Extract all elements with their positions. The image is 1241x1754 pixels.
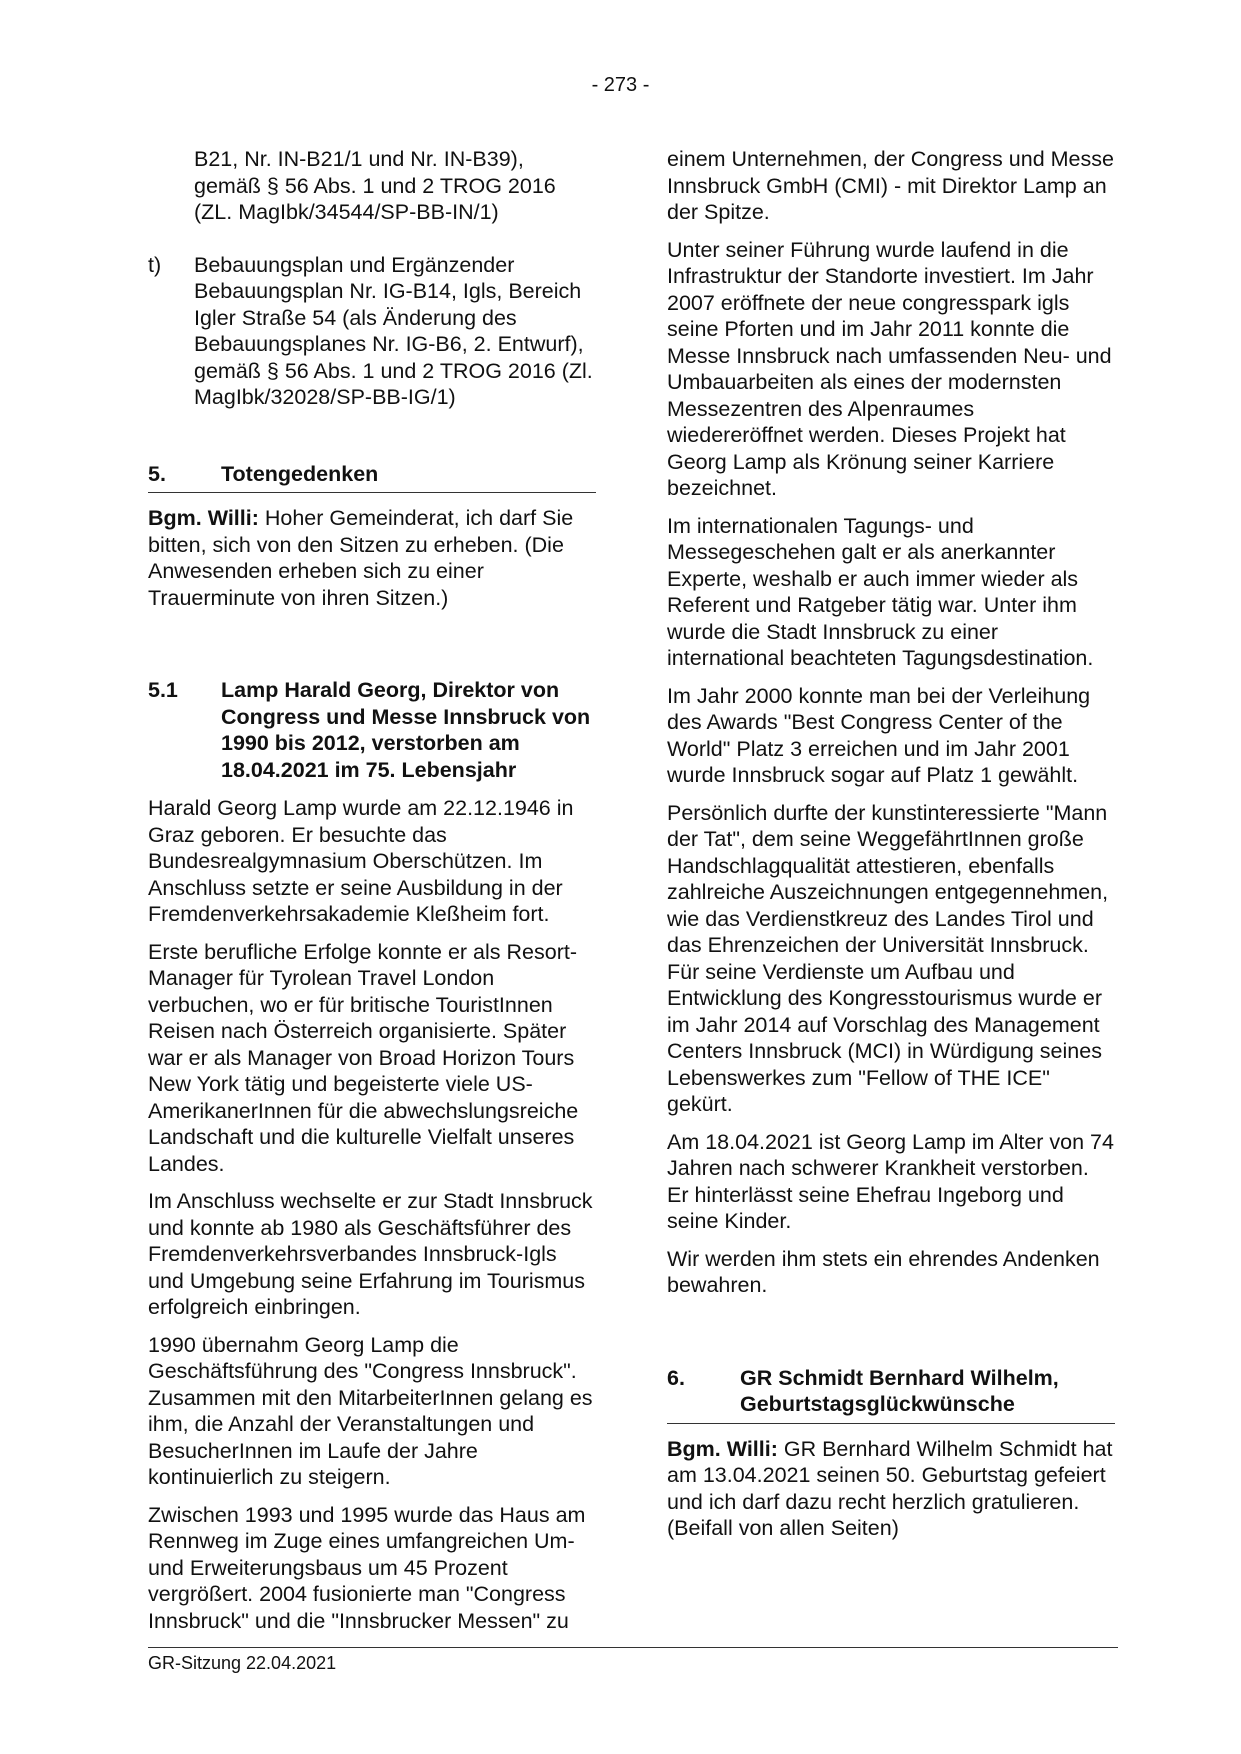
- list-marker: t): [148, 252, 162, 277]
- section-title: GR Schmidt Bernhard Wilhelm, Geburtstagsglückwünsche: [740, 1365, 1059, 1416]
- list-item-t: [148, 252, 596, 411]
- body-paragraph: Harald Georg Lamp wurde am 22.12.1946 in Graz geboren. Er besuchte das Bundesrealgymnasium Oberschützen. Im Anschluss setzte er seine Ausbildung in der Fremdenverkehrsakademie Kleßheim fort.: [148, 796, 574, 926]
- continued-list-item: B21, Nr. IN-B21/1 und Nr. IN-B39), gemäß § 56 Abs. 1 und 2 TROG 2016 (ZL. MagIbk/34544/SP-BB-IN/1): [194, 147, 556, 224]
- list-item-text: Bebauungsplan und Ergänzender Bebauungsplan Nr. IG-B14, Igls, Bereich Igler Straße 54 (als Änderung des Bebauungsplanes Nr. IG-B6, 2. Entwurf), gemäß § 56 Abs. 1 und 2 TROG 2016 (Zl. MagIbk/32028/SP-BB-IG/1): [194, 252, 593, 409]
- speech-paragraph: [148, 505, 596, 611]
- body-paragraph: Unter seiner Führung wurde laufend in die Infrastruktur der Standorte investiert. Im Jahr 2007 eröffnete der neue congresspark igls seine Pforten und im Jahr 2011 konnte die Messe Innsbruck nach umfassenden Neu- und Umbauarbeiten als eines der modernsten Messezentren des Alpenraumes wiedereröffnet werden. Dieses Projekt hat Georg Lamp als Krönung seiner Karriere bezeichnet.: [667, 237, 1112, 500]
- speaker-name: Bgm. Willi:: [667, 1436, 778, 1461]
- section-heading-5-1: [148, 677, 596, 783]
- section-title: Lamp Harald Georg, Direktor von Congress und Messe Innsbruck von 1990 bis 2012, verstorben am 18.04.2021 im 75. Lebensjahr: [221, 678, 591, 782]
- right-column: [667, 146, 1115, 1553]
- speech-text: GR Bernhard Wilhelm Schmidt hat am 13.04.2021 seinen 50. Geburtstag gefeiert und ich darf dazu recht herzlich gratulieren. (Beifall von allen Seiten): [667, 1436, 1113, 1540]
- speech-text: Hoher Gemeinderat, ich darf Sie bitten, sich von den Sitzen zu erheben. (Die Anwesenden erheben sich zu einer Trauerminute von ihren Sitzen.): [148, 506, 574, 610]
- section-heading-6: [667, 1365, 1115, 1424]
- footer-text: GR-Sitzung 22.04.2021: [148, 1653, 337, 1673]
- section-heading-5: [148, 461, 596, 494]
- section-number: 5.1: [148, 678, 178, 702]
- body-paragraph: Am 18.04.2021 ist Georg Lamp im Alter von 74 Jahren nach schwerer Krankheit verstorben. Er hinterlässt seine Ehefrau Ingeborg und seine Kinder.: [667, 1129, 1114, 1233]
- section-title: Totengedenken: [221, 461, 379, 486]
- body-paragraph: Wir werden ihm stets ein ehrendes Andenken bewahren.: [667, 1246, 1100, 1297]
- footer-divider: [148, 1647, 1118, 1648]
- body-paragraph: Im Anschluss wechselte er zur Stadt Innsbruck und konnte ab 1980 als Geschäftsführer des Fremdenverkehrsverbandes Innsbruck-Igls und Umgebung seine Erfahrung im Tourismus erfolgreich einbringen.: [148, 1189, 593, 1319]
- body-paragraph: 1990 übernahm Georg Lamp die Geschäftsführung des "Congress Innsbruck". Zusammen mit den MitarbeiterInnen gelang es ihm, die Anzahl der Veranstaltungen und BesucherInnen im Laufe der Jahre kontinuierlich zu steigern.: [148, 1332, 593, 1489]
- body-paragraph: Persönlich durfte der kunstinteressierte "Mann der Tat", dem seine WeggefährtInnen große Handschlagqualität attestieren, ebenfalls zahlreiche Auszeichnungen entgegennehmen, wie das Verdienstkreuz des Landes Tirol und das Ehrenzeichen der Universität Innsbruck. Für seine Verdienste um Aufbau und Entwicklung des Kongresstourismus wurde er im Jahr 2014 auf Vorschlag des Management Centers Innsbruck (MCI) in Würdigung seines Lebenswerkes zum "Fellow of THE ICE" gekürt.: [667, 800, 1109, 1116]
- body-paragraph: Im internationalen Tagungs- und Messegeschehen galt er als anerkannter Experte, weshalb er auch immer wieder als Referent und Ratgeber tätig war. Unter ihm wurde die Stadt Innsbruck zu einer international beachteten Tagungsdestination.: [667, 513, 1094, 670]
- body-paragraph: einem Unternehmen, der Congress und Messe Innsbruck GmbH (CMI) - mit Direktor Lamp an der Spitze.: [667, 147, 1114, 224]
- section-number: 5.: [148, 461, 166, 486]
- speech-paragraph: [667, 1436, 1115, 1542]
- speaker-name: Bgm. Willi:: [148, 506, 259, 530]
- body-paragraph: Im Jahr 2000 konnte man bei der Verleihung des Awards "Best Congress Center of the World" Platz 3 erreichen und im Jahr 2001 wurde Innsbruck sogar auf Platz 1 gewählt.: [667, 683, 1091, 787]
- page-number: - 273 -: [591, 74, 650, 96]
- section-number: 6.: [667, 1365, 685, 1390]
- left-column: [148, 146, 596, 1645]
- body-paragraph: Erste berufliche Erfolge konnte er als Resort-Manager für Tyrolean Travel London verbuchen, wo er für britische TouristInnen Reisen nach Österreich organisierte. Später war er als Manager von Broad Horizon Tours New York tätig und begeisterte viele US-AmerikanerInnen für die abwechslungsreiche Landschaft und die kulturelle Vielfalt unseres Landes.: [148, 939, 579, 1176]
- body-paragraph: Zwischen 1993 und 1995 wurde das Haus am Rennweg im Zuge eines umfangreichen Um- und Erweiterungsbaus um 45 Prozent vergrößert. 2004 fusionierte man "Congress Innsbruck" und die "Innsbrucker Messen" zu: [148, 1502, 586, 1633]
